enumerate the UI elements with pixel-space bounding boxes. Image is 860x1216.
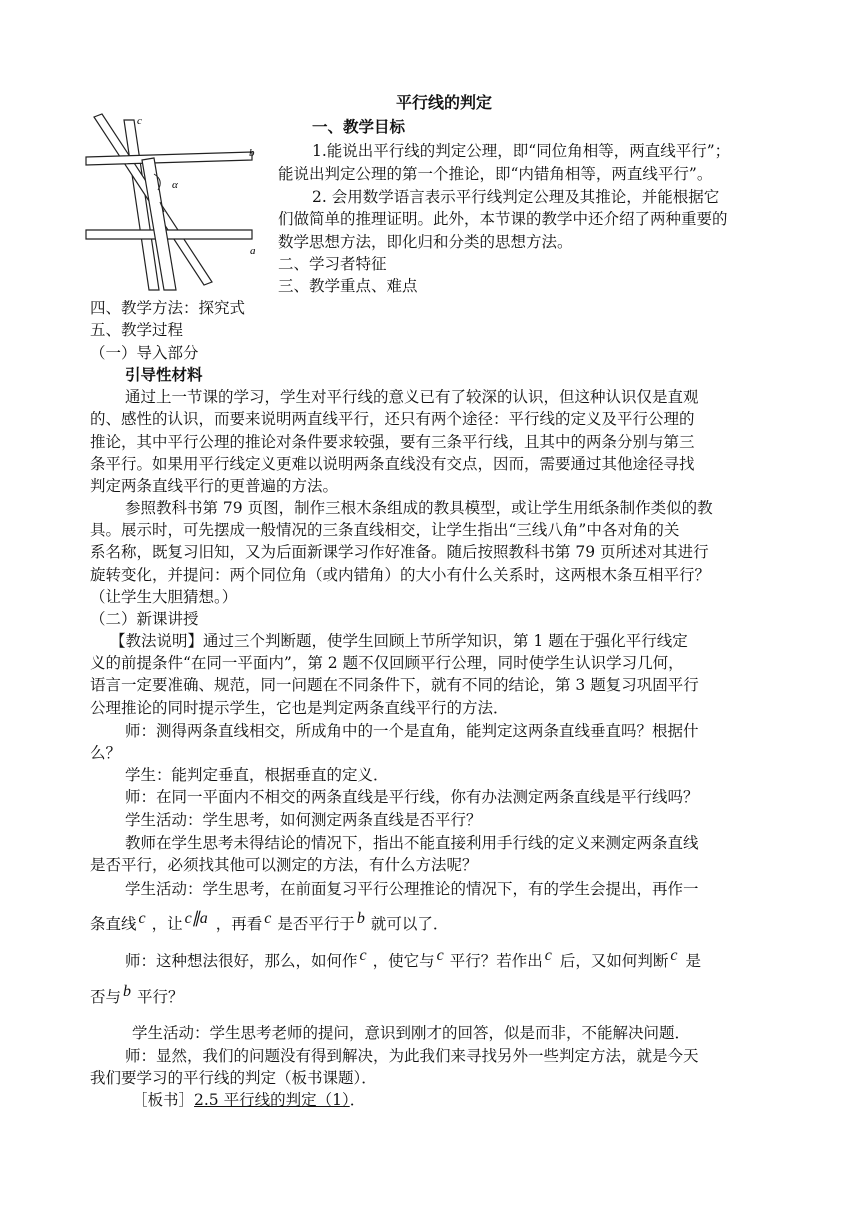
text-segment: 师：这种想法很好，那么，如何作	[125, 952, 358, 970]
text-segment: ，使它与	[372, 952, 435, 970]
math-var-b: b	[123, 983, 132, 1000]
paragraph-line: 系名称，既复习旧知，又为后面新课学习作好准备。随后按照教科书第 79 页所述对其进行	[90, 543, 709, 561]
text-segment: 平行？	[137, 988, 184, 1006]
figure-label-c: c	[137, 115, 142, 127]
paragraph-line: 1.能说出平行线的判定公理，即“同位角相等，两直线平行”；	[312, 142, 731, 160]
board-end: ．	[349, 1091, 366, 1109]
paragraph-line: 通过上一节课的学习，学生对平行线的意义已有了较深的认识，但这种认识仅是直观	[125, 388, 699, 406]
paragraph-line: 参照教科书第 79 页图，制作三根木条组成的教具模型，或让学生用纸条制作类似的教	[125, 499, 713, 517]
text-segment: 就可以了．	[370, 915, 449, 933]
paragraph-line: 具。展示时，可先摆成一般情况的三条直线相交，让学生指出“三线八角”中各对角的关	[90, 521, 680, 539]
figure-label-a: a	[250, 245, 256, 257]
math-var-c: c	[670, 947, 678, 964]
dialogue-line: 么？	[90, 744, 122, 762]
paragraph-line: 我们要学习的平行线的判定（板书课题）．	[90, 1069, 377, 1087]
lead-heading: 引导性材料	[125, 365, 203, 384]
paragraph-line: 数学思想方法，即化归和分类的思想方法。	[278, 233, 573, 251]
section-heading-learners: 二、学习者特征	[278, 255, 387, 273]
section-heading-process: 五、教学过程	[90, 321, 184, 339]
math-var-c: c	[264, 910, 272, 927]
math-var-c: c	[138, 910, 146, 927]
figure-label-b: b	[249, 147, 255, 159]
wooden-strips-figure	[84, 112, 274, 292]
page-title: 平行线的判定	[396, 93, 493, 112]
math-var-b: b	[356, 910, 365, 927]
section-heading-keypoints: 三、教学重点、难点	[278, 277, 418, 295]
text-segment: ，让	[151, 915, 183, 933]
dialogue-student: 学生：能判定垂直，根据垂直的定义．	[125, 766, 389, 784]
dialogue-line-with-math	[90, 983, 184, 1009]
board-title: 2.5 平行线的判定（1）	[194, 1091, 350, 1109]
paragraph-line: （让学生大胆猜想。）	[90, 588, 238, 606]
subsection-heading-new-lesson: （二）新课讲授	[90, 610, 199, 628]
text-segment: ，再看	[215, 915, 263, 933]
math-var-c: c	[436, 947, 444, 964]
paragraph-line: 条平行。如果用平行线定义更难以说明两条直线没有交点，因而，需要通过其他途径寻找	[90, 455, 695, 473]
board-note	[132, 1089, 365, 1111]
paragraph-line: 的、感性的认识，而要来说明两直线平行，还只有两个途径：平行线的定义及平行公理的	[90, 410, 695, 428]
text-segment: 平行？若作出	[449, 952, 543, 970]
dialogue-teacher: 师：测得两条直线相交，所成角中的一个是直角，能判定这两条直线垂直吗？根据什	[125, 722, 699, 740]
board-label: ［板书］	[132, 1091, 195, 1109]
paragraph-line: 教师在学生思考未得结论的情况下，指出不能直接利用手行线的定义来测定两条直线	[125, 834, 699, 852]
dialogue-line-with-math	[125, 947, 702, 973]
section-heading-method: 四、教学方法：探究式	[90, 299, 246, 317]
paragraph-line: 公理推论的同时提示学生，它也是判定两条直线平行的方法．	[90, 699, 509, 717]
paragraph-line: 语言一定要准确、规范，同一问题在不同条件下，就有不同的结论，第 3 题复习巩固平行	[90, 676, 699, 694]
dialogue-teacher: 师：在同一平面内不相交的两条直线是平行线，你有办法测定两条直线是平行线吗？	[125, 788, 699, 806]
dialogue-student: 学生活动：学生思考，如何测定两条直线是否平行？	[125, 811, 482, 829]
paragraph-line: 2. 会用数学语言表示平行线判定公理及其推论，并能根据它	[312, 188, 720, 206]
paragraph-line: 推论，其中平行公理的推论对条件要求较强，要有三条平行线，且其中的两条分别与第三	[90, 433, 695, 451]
paragraph-line: 【教法说明】通过三个判断题，使学生回顾上节所学知识，第 1 题在于强化平行线定	[110, 632, 688, 650]
section-heading-objectives: 一、教学目标	[312, 117, 406, 136]
math-var-c: c	[359, 947, 367, 964]
paragraph-line: 能说出判定公理的第一个推论，即“内错角相等，两直线平行”。	[278, 165, 713, 183]
paragraph-line: 是否平行，必须找其他可以测定的方法，有什么方法呢？	[90, 856, 478, 874]
paragraph-line: 判定两条直线平行的更普遍的方法。	[90, 477, 339, 495]
dialogue-teacher: 师：显然，我们的问题没有得到解决，为此我们来寻找另外一些判定方法，就是今天	[125, 1047, 699, 1065]
dialogue-student: 学生活动：学生思考老师的提问，意识到刚才的回答，似是而非，不能解决问题．	[132, 1024, 691, 1042]
dialogue-student: 学生活动：学生思考，在前面复习平行公理推论的情况下，有的学生会提出，再作一	[125, 880, 699, 898]
math-c-parallel-a: c∥a	[184, 910, 208, 927]
paragraph-line: 旋转变化，并提问：两个同位角（或内错角）的大小有什么关系时，这两根木条互相平行？	[90, 566, 711, 584]
paragraph-line: 义的前提条件“在同一平面内”，第 2 题不仅回顾平行公理，同时使学生认识学习几何，	[90, 654, 684, 672]
text-segment: 条直线	[90, 915, 137, 933]
math-var-c: c	[544, 947, 552, 964]
subsection-heading-intro: （一）导入部分	[90, 344, 199, 362]
paragraph-line: 们做简单的推理证明。此外，本节课的教学中还介绍了两种重要的	[278, 210, 728, 228]
text-segment: 是否平行于	[277, 915, 355, 933]
text-segment: 是	[685, 952, 702, 970]
dialogue-line-with-math	[90, 910, 449, 936]
text-segment: 否与	[90, 988, 122, 1006]
text-segment: 后，又如何判断	[559, 952, 669, 970]
figure-label-alpha: α	[172, 179, 178, 191]
